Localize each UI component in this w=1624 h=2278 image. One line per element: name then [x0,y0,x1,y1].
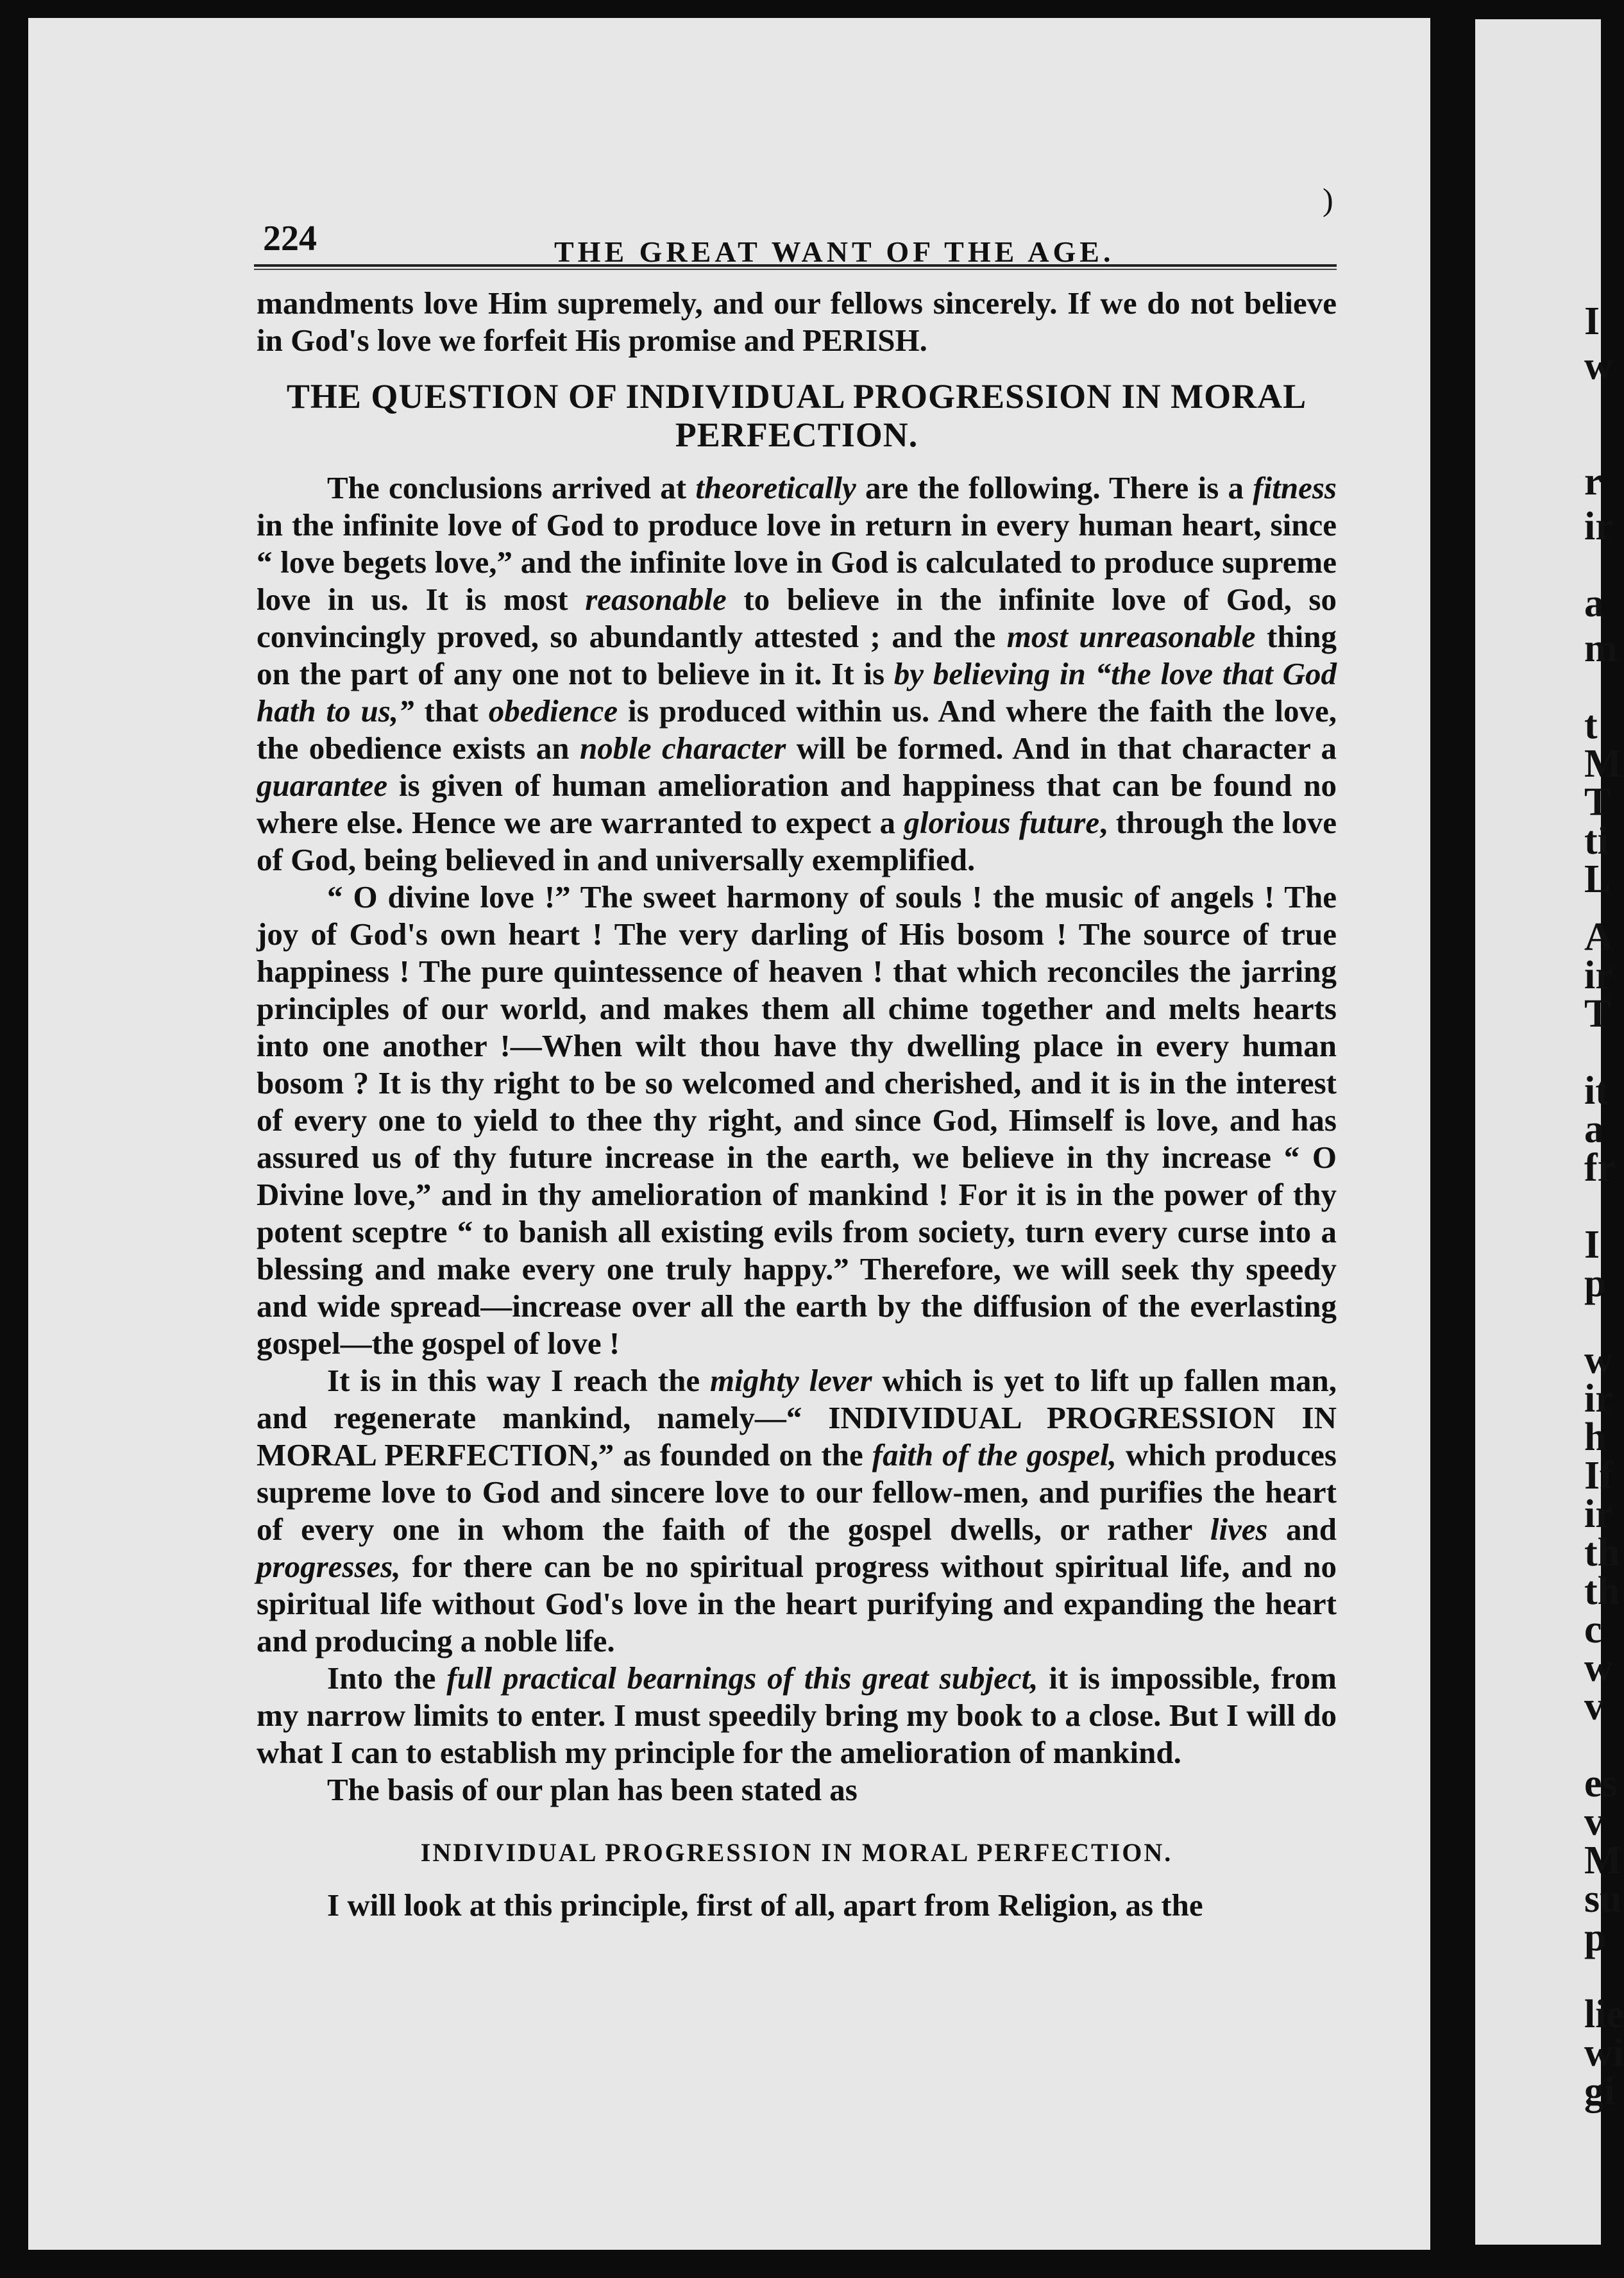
text-run: that [414,693,489,729]
adjacent-page-fragment: h [1584,1415,1607,1459]
paragraph-2 [257,469,1337,879]
paragraph-1: mandments love Him supremely, and our fellows sincerely. If we do not believe in God's love we forfeit His promise and PERISH. [257,285,1337,358]
adjacent-page-fragment: ir [1584,1492,1613,1536]
italic-run: mighty lever [709,1363,872,1398]
adjacent-page-fragment: If [1584,1454,1613,1498]
paragraph-5 [257,1660,1337,1771]
italic-run: obedience [488,693,618,729]
adjacent-page-fragment: r [1584,460,1602,503]
italic-run: reasonable [585,582,727,617]
text-run: it is impossible, from my narrow limits to enter. I must speedily bring my book to a close. But I will do what I can to establish my principle for the amelioration of mankind. [257,1660,1337,1770]
text-run: for there can be no spiritual progress without spiritual life, and no spiritual life without God's love in the heart purifying and expanding the heart and producing a noble life. [257,1549,1337,1658]
adjacent-page-fragment: m [1584,627,1618,670]
adjacent-page-fragment: t [1584,704,1598,747]
adjacent-page-fragment: gi [1584,2070,1616,2113]
adjacent-page-fragment: it [1584,1069,1609,1113]
adjacent-page-fragment: lie [1584,1993,1624,2036]
adjacent-page-fragment: c [1584,1608,1602,1651]
italic-run: progresses, [257,1549,401,1584]
text-run: Into the [327,1660,447,1696]
adjacent-page-fragment: w [1584,1646,1613,1690]
adjacent-page-fragment: A [1584,915,1613,959]
text-run: is given of human amelioration and happiness that can be found no where else. Hence we are warranted to expect a [257,768,1337,840]
adjacent-page-fragments [1475,19,1624,2245]
adjacent-page-fragment: I [1584,300,1600,343]
italic-run: guarantee [257,768,388,803]
plan-heading: INDIVIDUAL PROGRESSION IN MORAL PERFECTION. [420,1838,1173,1867]
text-run: in the infinite love of God to produce love in return in every human heart, since “ love begets love,” and the infinite love in God is calculated to produce supreme love in us. It is most [257,507,1337,617]
italic-run: most unreasonable [1006,619,1256,654]
adjacent-page-fragment: th [1584,1569,1620,1613]
text-run: are the following. There is a [856,470,1253,505]
adjacent-page-fragment: th [1584,1531,1620,1574]
adjacent-page-fragment: ir [1584,954,1613,997]
text-run: is produced within us. And where the faith the love, the obedience exists an [257,693,1337,766]
text-run: to believe in the infinite love of God, so convincingly proved, so abundantly attested ; and the [257,582,1337,654]
adjacent-page-fragment: I [1584,1223,1600,1267]
text-run: which is yet to lift up fallen man, and regenerate mankind, namely—“ INDIVIDUAL PROGRESSION IN MORAL PERFECTION,” as founded on the [257,1363,1337,1472]
text-run: , through the love of God, being believed in and universally exemplified. [257,805,1337,877]
section-title: THE QUESTION OF INDIVIDUAL PROGRESSION IN MORAL PERFECTION. [286,377,1307,454]
adjacent-page-fragment: es [1584,1762,1618,1805]
adjacent-page-fragment: T [1584,992,1611,1036]
italic-run: full practical bearnings of this great subject, [446,1660,1038,1696]
adjacent-page-fragment: w [1584,1338,1613,1382]
italic-run: faith of the gospel, [872,1437,1117,1472]
paragraph-6: The basis of our plan has been stated as [327,1772,858,1807]
paragraph-4 [257,1362,1337,1660]
text-run: will be formed. And in that character a [786,730,1337,766]
adjacent-page-fragment: ti [1584,819,1609,863]
paragraph-7: I will look at this principle, first of all, apart from Religion, as the [327,1887,1203,1923]
text-run: which produces supreme love to God and sincere love to our fellow-men, and purifies the heart of every one in whom the faith of the gospel dwells, or rather [257,1437,1337,1547]
text-run: thing on the part of any one not to believe in it. It is [257,619,1337,691]
adjacent-page-fragment: a [1584,1108,1604,1151]
adjacent-page-fragment: a [1584,582,1604,625]
adjacent-page-fragment: w [1584,344,1613,388]
adjacent-page-fragment: M [1584,1839,1622,1882]
adjacent-page-edge [1475,19,1624,2245]
italic-run: theoretically [695,470,856,505]
adjacent-page-fragment: ir [1584,1377,1613,1421]
text-run: and [1267,1512,1337,1547]
adjacent-page-fragment: fr [1584,1146,1616,1190]
adjacent-page-fragment: v [1584,1685,1604,1728]
adjacent-page-fragment: M [1584,742,1622,786]
italic-run: lives [1210,1512,1268,1547]
body-text [257,285,1337,1924]
adjacent-page-fragment: L [1584,857,1611,901]
text-run: The conclusions arrived at [327,470,696,505]
page-number: 224 [263,219,317,258]
italic-run: noble character [579,730,786,766]
adjacent-page-fragment: T [1584,780,1611,824]
adjacent-page-fragment: su [1584,1877,1622,1921]
running-head: THE GREAT WANT OF THE AGE. [554,235,1115,268]
adjacent-page-fragment: p [1584,1261,1607,1305]
italic-run: by believing in “the love that God hath to us,” [257,656,1337,729]
italic-run: glorious future [904,805,1100,840]
italic-run: fitness [1253,470,1337,505]
adjacent-page-fragment: wi [1584,2031,1624,2075]
paragraph-3: “ O divine love !” The sweet harmony of souls ! the music of angels ! The joy of God's own heart ! The very darling of His bosom ! The source of true happiness ! The pure quintessence of heaven ! that which reconciles the jarring principles of our world, and makes them all chime together and melts hearts into one another !—When wilt thou have thy dwelling place in every human bosom ? It is thy right to be so welcomed and cherished, and it is in the interest of every one to yield to thee thy right, and since God, Himself is love, and has assured us of thy future increase in the earth, we believe in thy increase “ O Divine love,” and in thy amelioration of mankind ! For it is in the power of thy potent sceptre “ to banish all existing evils from society, turn every curse into a blessing and make every one truly happy.” Therefore, we will seek thy speedy and wide spread—increase over all the earth by the diffusion of the everlasting gospel—the gospel of love ! [257,879,1337,1361]
adjacent-page-fragment: v [1584,1800,1604,1844]
text-run: It is in this way I reach the [327,1363,710,1398]
adjacent-page-fragment: p [1584,1916,1607,1959]
adjacent-page-fragment: ir [1584,505,1613,548]
header-rule [254,264,1337,270]
stray-mark: ) [1323,181,1333,217]
